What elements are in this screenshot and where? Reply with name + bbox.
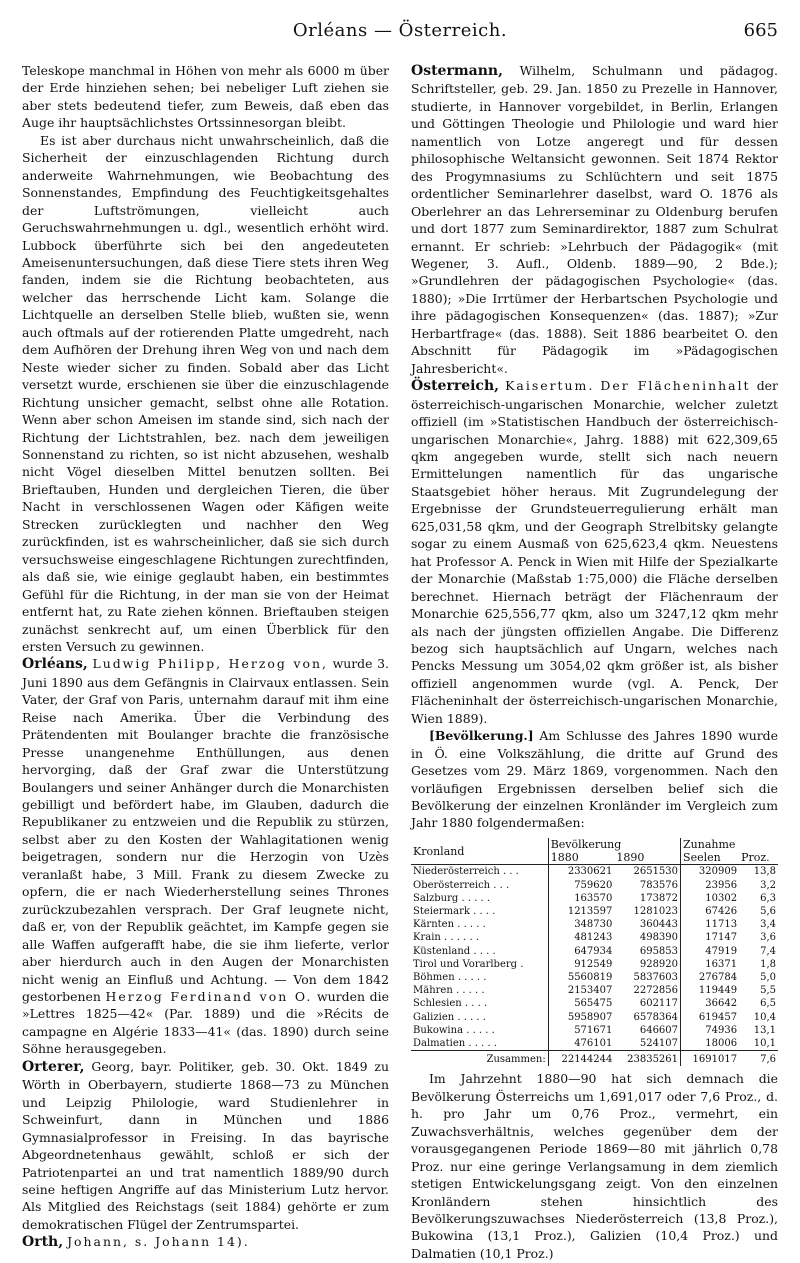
row-1880: 348730 [548, 918, 614, 931]
table-row [411, 997, 778, 1010]
row-proz: 3,4 [760, 919, 776, 931]
row-1890: 646607 [639, 1024, 679, 1036]
entry-text: der österreichisch-ungarischen Monarchie, welcher zuletzt offiziell (im »Statistischen Handbuch der österreichisch-ungarischen Monarchie«, Jahrg. 1888) mit 622,309,65 qkm angegeben wurde, stellt sich nach neuern Ermittelungen namentlich für das ungarische Staatsgebiet höher heraus. Mit Zugrundelegung der Ergebnisse der Grundsteuerregulierung erhält man 625,031,58 qkm, und der Geograph Strelbitsky gelangte sogar zu einem Ausmaß von 625,623,4 qkm. Neuestens hat Professor A. Penck in Wien mit Hilfe der Spezialkarte der Monarchie (Maßstab 1:75,000) die Fläche derselben berechnet. Hiernach beträgt der Flächenraum der Monarchie 625,556,77 qkm, also um 3247,12 qkm mehr als nach der jüngsten offiziellen Angabe. Die Differenz bezog sich hauptsächlich auf Ungarn, welches nach Pencks Messung um 3054,02 qkm größer ist, als bisher offiziell angenommen wurde (vgl. A. Penck, Der Flächeninhalt der österreichisch-ungarischen Monarchie, Wien 1889). [411, 378, 778, 726]
population-paragraph [411, 727, 778, 832]
row-1880: 759620 [548, 879, 614, 892]
row-1880: 481243 [548, 931, 614, 944]
col-header-seelen: Seelen [681, 851, 740, 865]
row-1880: 2330621 [548, 865, 614, 879]
row-1880: 2153407 [548, 984, 614, 997]
row-1890: 5837603 [633, 971, 679, 983]
entry-headword: Orléans, [22, 656, 88, 673]
row-land: Küstenland . . . . [413, 945, 496, 957]
row-seelen: 17147 [681, 931, 740, 944]
entry-headword: Orterer, [22, 1058, 85, 1075]
table-row [411, 865, 778, 879]
row-seelen: 11713 [681, 918, 740, 931]
table-row [411, 958, 778, 971]
row-seelen: 10302 [681, 892, 740, 905]
row-land: Steiermark . . . . [413, 905, 496, 917]
row-land: Schlesien . . . . [413, 998, 488, 1010]
table-row [411, 918, 778, 931]
row-land: Galizien . . . . . [413, 1011, 486, 1023]
row-proz: 3,2 [760, 879, 776, 891]
entry-orterer [22, 1058, 389, 1234]
col-header-1880: 1880 [548, 851, 614, 865]
row-1890: 6578364 [633, 1011, 679, 1023]
row-proz: 7,4 [760, 945, 776, 957]
entry-orth [22, 1233, 389, 1251]
row-1880: 571671 [548, 1024, 614, 1037]
row-seelen: 320909 [681, 865, 740, 879]
left-column [22, 62, 389, 1252]
row-1880: 647934 [548, 945, 614, 958]
entry-text: Am Schlusse des Jahres 1890 wurde in Ö. eine Volkszählung, die dritte auf Grund des Gesetzes vom 29. März 1869, vorgenommen. Nach den vorläufigen Ergebnissen derselben belief sich die Bevölkerung der einzelnen Kronländer im Vergleich zum Jahr 1880 folgendermaßen: [411, 728, 778, 831]
row-seelen: 619457 [681, 1011, 740, 1024]
table-row [411, 984, 778, 997]
sum-1890: 23835261 [614, 1051, 680, 1067]
row-seelen: 18006 [681, 1037, 740, 1051]
entry-subtitle: Kaisertum. [505, 378, 595, 394]
table-row [411, 971, 778, 984]
row-seelen: 276784 [681, 971, 740, 984]
row-seelen: 119449 [681, 984, 740, 997]
row-land: Salzburg . . . . . [413, 892, 491, 904]
row-seelen: 23956 [681, 879, 740, 892]
table-row [411, 905, 778, 918]
sum-seelen: 1691017 [681, 1051, 740, 1067]
row-proz: 3,6 [760, 932, 776, 944]
row-1890: 928920 [639, 958, 679, 970]
table-sum-row [411, 1051, 778, 1067]
row-proz: 10,4 [753, 1011, 776, 1023]
population-table-body [411, 865, 778, 1051]
entry-name: Ludwig Philipp, Herzog von, [92, 656, 328, 672]
row-1880: 5958907 [548, 1011, 614, 1024]
row-1890: 783576 [639, 879, 679, 891]
row-1890: 173872 [639, 892, 679, 904]
row-1880: 1213597 [548, 905, 614, 918]
row-proz: 6,5 [760, 998, 776, 1010]
row-1880: 912549 [548, 958, 614, 971]
row-1890: 2651530 [633, 866, 679, 878]
col-header-kronland: Kronland [411, 838, 548, 865]
table-row [411, 879, 778, 892]
table-row [411, 1024, 778, 1037]
row-land: Krain . . . . . . [413, 932, 479, 944]
section-tag: [Bevölkerung.] [429, 728, 534, 744]
paragraph: Im Jahrzehnt 1880—90 hat sich demnach die Bevölkerung Österreichs um 1,691,017 oder 7,6 Proz., d. h. pro Jahr um 0,76 Proz., vermehrt, ein Zuwachsverhältnis, welches gegenüber dem der vorausgegangenen Periode 1869—80 mit jährlich 0,78 Proz. nur eine geringe Verlangsamung in dem ziemlich stetigen Entwickelungsgang zeigt. Von den einzelnen Kronländern stehen hinsichtlich des Bevölkerungszuwachses Niederösterreich (13,8 Proz.), Bukowina (13,1 Proz.), Galizien (10,4 Proz.) und Dalmatien (10,1 Proz.) [411, 1071, 778, 1261]
section-lead: Der Flächeninhalt [600, 378, 751, 394]
row-land: Oberösterreich . . . [413, 879, 510, 891]
paragraph: Teleskope manchmal in Höhen von mehr als 6000 m über der Erde hinziehen sehen; bei nebeliger Luft ziehen sie aber stets bedeutend tiefer, zum Beweis, daß eben das Auge ihr hauptsächlichstes Ortssinnesorgan bleibt. [22, 63, 389, 131]
row-seelen: 67426 [681, 905, 740, 918]
table-row [411, 892, 778, 905]
table-row [411, 945, 778, 958]
entry-oesterreich [411, 377, 778, 727]
right-column [411, 62, 778, 1262]
row-1880: 476101 [548, 1037, 614, 1051]
running-title: Orléans — Österreich. [292, 20, 508, 41]
table-row [411, 931, 778, 944]
row-proz: 1,8 [760, 958, 776, 970]
row-seelen: 74936 [681, 1024, 740, 1037]
entry-person: Herzog Ferdinand von O. [105, 989, 313, 1005]
row-1890: 1281023 [633, 905, 679, 917]
row-1890: 498390 [639, 932, 679, 944]
row-seelen: 47919 [681, 945, 740, 958]
entry-orleans [22, 655, 389, 1057]
row-seelen: 36642 [681, 997, 740, 1010]
entry-text: Wilhelm, Schulmann und pädagog. Schriftsteller, geb. 29. Jan. 1850 zu Prezelle in Hannover, studierte, in Hannover vorgebildet, in Berlin, Erlangen und Göttingen Theologie und Philologie und ward hier namentlich von Lotze angeregt und für dessen philosophische Weltansicht gewonnen. Seit 1874 Rektor des Progymnasiums zu Schlüchtern und seit 1875 ordentlicher Seminarlehrer daselbst, ward O. 1876 als Oberlehrer an das Lehrerseminar zu Oldenburg berufen und dort 1877 zum Seminardirektor, 1887 zum Schulrat ernannt. Er schrieb: »Lehrbuch der Pädagogik« (mit Wegener, 3. Aufl., Oldenb. 1889—90, 2 Bde.); »Grundlehren der pädagogischen Psychologie« (das. 1880); »Die Irrtümer der Herbartschen Psychologie und ihre pädagogischen Konsequenzen« (das. 1887); »Zur Herbartfrage« (das. 1888). Seit 1886 bearbeitet O. den Abschnitt für Pädagogik im »Pädagogischen Jahresbericht«. [411, 63, 778, 376]
row-proz: 13,8 [753, 866, 776, 878]
row-1890: 524107 [639, 1037, 679, 1049]
row-land: Dalmatien . . . . . [413, 1037, 497, 1049]
row-proz: 5,5 [760, 985, 776, 997]
row-1890: 695853 [639, 945, 679, 957]
row-1880: 5560819 [548, 971, 614, 984]
row-land: Böhmen . . . . . [413, 971, 487, 983]
entry-text: wurde 3. Juni 1890 aus dem Gefängnis in Clairvaux entlassen. Sein Vater, der Graf von Paris, unternahm darauf mit ihm eine Reise nach Amerika. Über die Verbindung des Prätendenten mit Boulanger brachte die französische Presse unangenehme Enthüllungen, aus denen hervorging, daß der Graf zwar die Unterstützung Boulangers und seiner Anhänger durch die Monarchisten gebilligt und befördert habe, im Glauben, dadurch die Republikaner zu entzweien und die Republik zu stürzen, selbst aber zu den Kosten der Wahlagitationen wenig beigetragen, sondern nur die Herzogin von Uzès veranlaßt habe, 3 Mill. Frank zu diesem Zwecke zu opfern, die er nach Wiederherstellung seines Thrones zurückzubezahlen versprach. Der Graf leugnete nicht, daß er, von der Republik geächtet, im Kampfe gegen sie alle Waffen aufgerafft habe, die sie ihm lieferte, verlor aber hierdurch auch in den Augen der Monarchisten nicht wenig an Einfluß und Achtung. — Von dem 1842 gestorbenen [22, 656, 389, 1005]
sum-label: Zusammen: [411, 1051, 548, 1067]
population-table [411, 838, 778, 1066]
table-row [411, 1011, 778, 1024]
entry-headword: Ostermann, [411, 63, 503, 79]
col-header-bevoelkerung: Bevölkerung [548, 838, 680, 851]
row-1890: 360443 [639, 919, 679, 931]
sum-proz: 7,6 [739, 1051, 778, 1067]
page-number: 665 [743, 20, 778, 41]
row-land: Kärnten . . . . . [413, 919, 486, 931]
row-land: Tirol und Vorarlberg . [413, 958, 524, 970]
col-header-proz: Proz. [739, 851, 778, 865]
page-header [22, 20, 778, 50]
entry-headword: Österreich, [411, 378, 500, 395]
table-row [411, 1037, 778, 1051]
sum-1880: 22144244 [548, 1051, 614, 1067]
row-land: Niederösterreich . . . [413, 866, 519, 878]
entry-text: Georg, bayr. Politiker, geb. 30. Okt. 1849 zu Wörth in Oberbayern, studierte 1868—73 zu München und Leipzig Philologie, ward Studienlehrer in Schweinfurt, dann in München und 1886 Gymnasialprofessor in Freising. In das bayrische Abgeordnetenhaus gewählt, schloß er sich der Patriotenpartei an und trat namentlich 1889/90 durch seine heftigen Angriffe auf das Ministerium Lutz hervor. Als Mitglied des Reichstags (seit 1884) gehörte er zum demokratischen Flügel der Zentrumspartei. [22, 1058, 389, 1232]
row-proz: 5,0 [760, 971, 776, 983]
row-proz: 5,6 [760, 905, 776, 917]
row-1890: 2272856 [633, 985, 679, 997]
row-land: Bukowina . . . . . [413, 1024, 495, 1036]
row-1880: 565475 [548, 997, 614, 1010]
col-header-1890: 1890 [614, 851, 680, 865]
entry-ostermann [411, 62, 778, 377]
row-seelen: 16371 [681, 958, 740, 971]
paragraph: Es ist aber durchaus nicht unwahrscheinlich, daß die Sicherheit der einzuschlagenden Richtung durch anderweite Wahrnehmungen, wie Beobachtung des Sonnenstandes, Empfindung des Feuchtigkeitsgehaltes der Luftströmungen, vielleicht auch Geruchswahrnehmungen u. dgl., wesentlich erhöht wird. Lubbock überführte sich bei den angedeuteten Ameisenuntersuchungen, daß diese Tiere stets ihren Weg fanden, indem sie die Richtung beobachteten, aus welcher das herrschende Licht kam. Solange die Lichtquelle an derselben Stelle blieb, wußten sie, wenn auch oftmals auf der rotierenden Platte umgedreht, nach dem Aufhören der Drehung ihren Weg von und nach dem Neste wieder sicher zu finden. Sobald aber das Licht versetzt wurde, erschienen sie über die einzuschlagende Richtung unsicher gemacht, selbst ohne alle Rotation. Wenn aber schon Ameisen im stande sind, sich nach der Richtung der Lichtstrahlen, bez. nach dem jeweiligen Sonnenstand zu richten, so ist nicht abzusehen, weshalb nicht Vögel dieselben Mittel benutzen sollten. Bei Brieftauben, Hunden und dergleichen Tieren, die über Nacht in verschlossenen Wagen oder Käfigen weite Strecken zurücklegten und nachher den Weg zurückfinden, ist es wahrscheinlicher, daß sie sich durch versuchsweise eingeschlagene Richtungen zurechtfinden, als daß sie, wie einige geglaubt haben, ein bestimmtes Gefühl für die Richtung, in der man sie von der Heimat entfernt hat, zu Rate ziehen können. Brieftauben steigen zunächst senkrecht auf, um einen Überblick für den ersten Versuch zu gewinnen. [22, 132, 389, 654]
entry-text: Johann, s. Johann 14). [67, 1234, 250, 1250]
entry-text: wurden die »Lettres 1825—42« (Par. 1889) und die »Récits de campagne en Algérie 1833—41« (das. 1890) durch seine Söhne herausgegeben. [22, 989, 389, 1057]
row-land: Mähren . . . . . [413, 985, 485, 997]
row-proz: 6,3 [760, 892, 776, 904]
row-1890: 602117 [639, 998, 679, 1010]
entry-headword: Orth, [22, 1234, 64, 1251]
row-proz: 10,1 [753, 1037, 776, 1049]
col-header-zunahme: Zunahme [681, 838, 778, 851]
row-proz: 13,1 [753, 1024, 776, 1036]
row-1880: 163570 [548, 892, 614, 905]
